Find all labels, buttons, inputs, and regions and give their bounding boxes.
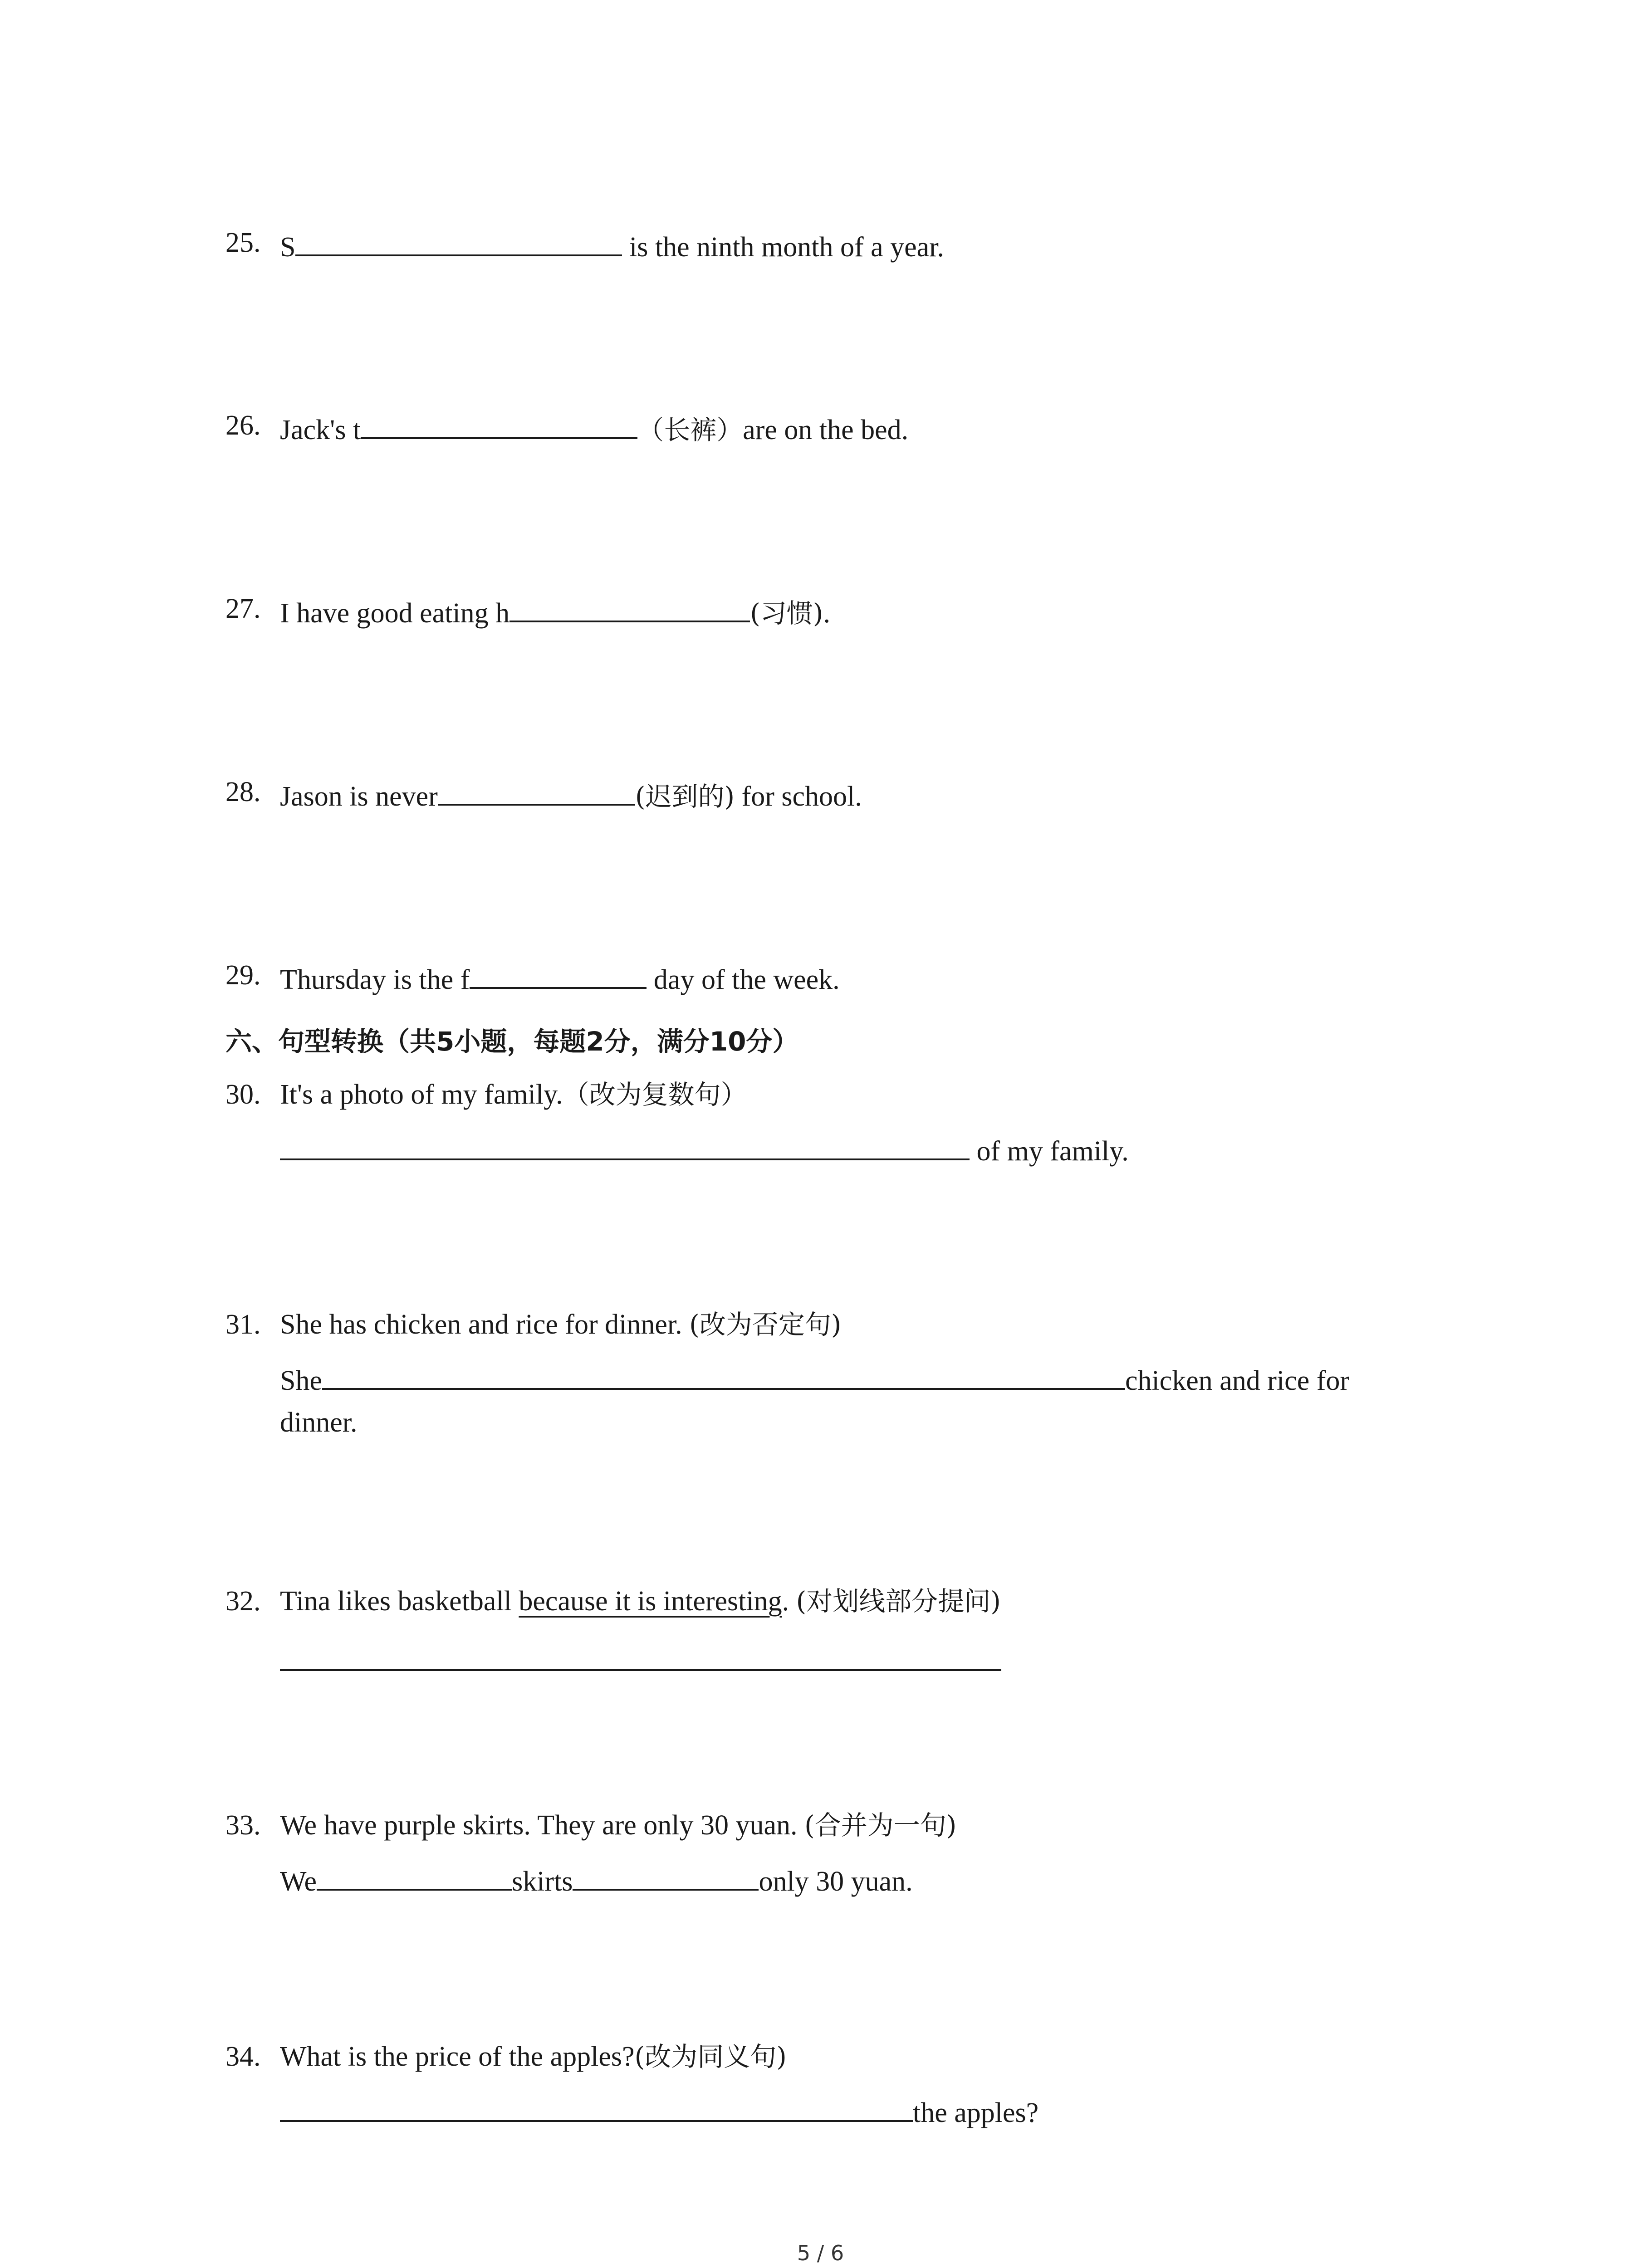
question-text: for school. xyxy=(741,781,862,812)
chinese-hint: (改为同义句) xyxy=(634,2041,787,2072)
question-text: S xyxy=(280,232,296,263)
chinese-hint: (改为否定句) xyxy=(689,1309,842,1340)
question-number: 32. xyxy=(225,1586,261,1617)
chinese-hint: (对划线部分提问) xyxy=(796,1586,1001,1617)
question-text: are on the bed. xyxy=(743,415,909,445)
question-text: It's a photo of my family. xyxy=(280,1079,563,1110)
chinese-hint: （长裤） xyxy=(637,415,743,445)
answer-text: We xyxy=(280,1866,317,1897)
question-text: She has chicken and rice for dinner. xyxy=(280,1309,682,1340)
answer-blank[interactable] xyxy=(509,591,750,622)
question-number: 27. xyxy=(225,593,261,624)
question-text: Jason is never xyxy=(280,781,438,812)
answer-text: dinner. xyxy=(280,1407,358,1438)
answer-text: chicken and rice for xyxy=(1125,1365,1350,1396)
question-text: Jack's t xyxy=(280,415,361,445)
answer-blank[interactable] xyxy=(361,407,637,439)
answer-text: of my family. xyxy=(976,1136,1129,1167)
answer-blank[interactable] xyxy=(322,1358,1125,1390)
answer-text: the apples? xyxy=(913,2097,1039,2128)
question-text: What is the price of the apples? xyxy=(280,2041,635,2072)
question-text: Thursday is the f xyxy=(280,964,470,995)
answer-blank[interactable] xyxy=(295,225,622,256)
answer-blank[interactable] xyxy=(470,957,647,989)
answer-blank-1[interactable] xyxy=(317,1859,512,1891)
answer-blank[interactable] xyxy=(280,2090,913,2122)
answer-blank-2[interactable] xyxy=(573,1859,759,1891)
section-heading: 六、句型转换（共5小题，每题2分，满分10分） xyxy=(225,1026,799,1057)
question-number: 26. xyxy=(225,410,261,441)
answer-blank[interactable] xyxy=(280,1639,1001,1671)
question-text: I have good eating h xyxy=(280,598,510,629)
question-number: 33. xyxy=(225,1810,261,1841)
question-text: day of the week. xyxy=(653,964,840,995)
question-text: is the ninth month of a year. xyxy=(629,232,944,263)
chinese-hint: （改为复数句） xyxy=(563,1079,747,1110)
answer-blank[interactable] xyxy=(280,1129,970,1160)
question-text: . xyxy=(782,1586,789,1617)
question-text: Tina likes basketball xyxy=(280,1586,519,1617)
page-number: 5 / 6 xyxy=(797,2241,844,2265)
question-number: 28. xyxy=(225,777,261,807)
question-number: 31. xyxy=(225,1309,261,1340)
answer-blank[interactable] xyxy=(438,774,635,806)
answer-text: skirts xyxy=(512,1866,573,1897)
chinese-hint: (迟到的) xyxy=(635,781,735,812)
question-text: . xyxy=(823,598,830,629)
answer-text: only 30 yuan. xyxy=(759,1866,913,1897)
question-number: 29. xyxy=(225,960,261,991)
question-number: 34. xyxy=(225,2041,261,2072)
question-number: 25. xyxy=(225,227,261,258)
question-number: 30. xyxy=(225,1079,261,1110)
underlined-part: because it is interesting xyxy=(519,1586,782,1617)
question-text: We have purple skirts. They are only 30 yuan. xyxy=(280,1810,798,1841)
chinese-hint: (习惯) xyxy=(750,598,823,629)
chinese-hint: (合并为一句) xyxy=(804,1810,957,1841)
answer-text: She xyxy=(280,1365,322,1396)
